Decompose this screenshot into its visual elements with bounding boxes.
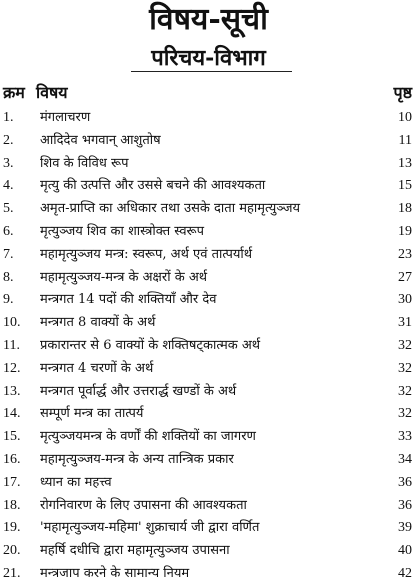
column-header-page: पृष्ठ (393, 83, 412, 102)
list-item (0, 175, 417, 198)
list-item (0, 517, 417, 540)
entry-number: 2. (3, 132, 14, 148)
entry-number: 4. (3, 178, 14, 194)
entry-topic: मन्त्रगत 4 चरणों के अर्थ (40, 360, 154, 376)
entry-topic: आदिदेव भगवान् आशुतोष (40, 132, 161, 148)
entry-number: 7. (3, 246, 14, 262)
entry-topic: सम्पूर्ण मन्त्र का तात्पर्य (40, 406, 144, 422)
list-item (0, 540, 417, 563)
entry-topic: प्रकारान्तर से 6 वाक्यों के शक्तिषट्कात्मक अर्थ (40, 337, 261, 353)
list-item (0, 358, 417, 381)
entry-number: 18. (3, 497, 21, 513)
entry-page-number: 19 (398, 223, 412, 239)
entry-page-number: 15 (398, 178, 412, 194)
entry-page-number: 32 (398, 337, 412, 353)
entry-page-number: 31 (398, 315, 412, 331)
entry-topic: महामृत्युञ्जय मन्त्र: स्वरूप, अर्थ एवं तात्पर्यार्थ (40, 246, 253, 262)
contents-list (0, 107, 417, 586)
entry-page-number: 30 (398, 292, 412, 308)
list-item (0, 426, 417, 449)
entry-page-number: 13 (398, 155, 412, 171)
entry-number: 8. (3, 269, 14, 285)
entry-number: 12. (3, 360, 21, 376)
entry-number: 14. (3, 406, 21, 422)
list-item (0, 312, 417, 335)
entry-page-number: 36 (398, 474, 412, 490)
entry-number: 6. (3, 223, 14, 239)
section-title: परिचय-विभाग (151, 45, 266, 71)
entry-page-number: 39 (398, 520, 412, 536)
page-title: विषय-सूची (149, 2, 268, 37)
list-item (0, 107, 417, 130)
entry-page-number: 23 (398, 246, 412, 262)
entry-topic: मन्त्रगत 8 वाक्यों के अर्थ (40, 315, 156, 331)
entry-page-number: 11 (398, 132, 412, 148)
entry-number: 16. (3, 451, 21, 467)
entry-number: 1. (3, 110, 14, 125)
entry-page-number: 33 (398, 429, 412, 445)
entry-number: 19. (3, 520, 21, 536)
list-item (0, 221, 417, 244)
list-item (0, 198, 417, 221)
list-item (0, 403, 417, 426)
entry-number: 11. (3, 337, 20, 353)
entry-topic: अमृत-प्राप्ति का अधिकार तथा उसके दाता महामृत्युञ्जय (40, 201, 301, 217)
entry-page-number: 40 (398, 543, 412, 559)
entry-number: 20. (3, 543, 21, 559)
list-item (0, 335, 417, 358)
entry-number: 10. (3, 315, 21, 331)
entry-page-number: 32 (398, 406, 412, 422)
entry-topic: 'महामृत्युञ्जय-महिमा' शुक्राचार्य जी द्वारा वर्णित (40, 520, 260, 536)
entry-number: 3. (3, 155, 14, 171)
list-item (0, 130, 417, 153)
entry-topic: महामृत्युञ्जय-मन्त्र के अन्य तान्त्रिक प्रकार (40, 451, 234, 467)
entry-number: 17. (3, 474, 21, 490)
entry-topic: मंगलाचरण (40, 110, 91, 125)
entry-page-number: 27 (398, 269, 412, 285)
entry-topic: शिव के विविध रूप (40, 155, 129, 171)
entry-topic: मन्त्रगत 14 पदों की शक्तियाँ और देव (40, 292, 217, 308)
title-underline (131, 71, 292, 72)
list-item (0, 289, 417, 312)
entry-number: 9. (3, 292, 14, 308)
list-item (0, 472, 417, 495)
list-item (0, 563, 417, 586)
entry-topic: मन्त्रजाप करने के सामान्य नियम (40, 565, 190, 581)
list-item (0, 381, 417, 404)
entry-page-number: 34 (398, 451, 412, 467)
column-header-row (0, 83, 417, 103)
entry-topic: मृत्युञ्जय शिव का शास्त्रोक्त स्वरूप (40, 223, 205, 239)
entry-topic: महर्षि दधीचि द्वारा महामृत्युञ्जय उपासना (40, 543, 230, 559)
entry-page-number: 36 (398, 497, 412, 513)
list-item (0, 449, 417, 472)
entry-page-number: 10 (398, 110, 412, 125)
entry-topic: मृत्यु की उत्पत्ति और उससे बचने की आवश्यकता (40, 178, 266, 194)
entry-topic: महामृत्युञ्जय-मन्त्र के अक्षरों के अर्थ (40, 269, 208, 285)
list-item (0, 153, 417, 176)
list-item (0, 267, 417, 290)
entry-topic: मृत्युञ्जयमन्त्र के वर्णों की शक्तियों का जागरण (40, 429, 256, 445)
entry-number: 5. (3, 201, 14, 217)
entry-number: 13. (3, 383, 21, 399)
list-item (0, 244, 417, 267)
entry-number: 15. (3, 429, 21, 445)
entry-topic: ध्यान का महत्त्व (40, 474, 112, 490)
entry-page-number: 18 (398, 201, 412, 217)
entry-page-number: 32 (398, 383, 412, 399)
entry-topic: मन्त्रगत पूर्वार्द्ध और उत्तरार्द्ध खण्डों के अर्थ (40, 383, 237, 399)
entry-number: 21. (3, 565, 21, 581)
entry-topic: रोगनिवारण के लिए उपासना की आवश्यकता (40, 497, 247, 513)
column-header-number: क्रम (3, 83, 25, 102)
list-item (0, 495, 417, 518)
column-header-topic: विषय (36, 83, 68, 102)
entry-page-number: 32 (398, 360, 412, 376)
entry-page-number: 42 (398, 565, 412, 581)
